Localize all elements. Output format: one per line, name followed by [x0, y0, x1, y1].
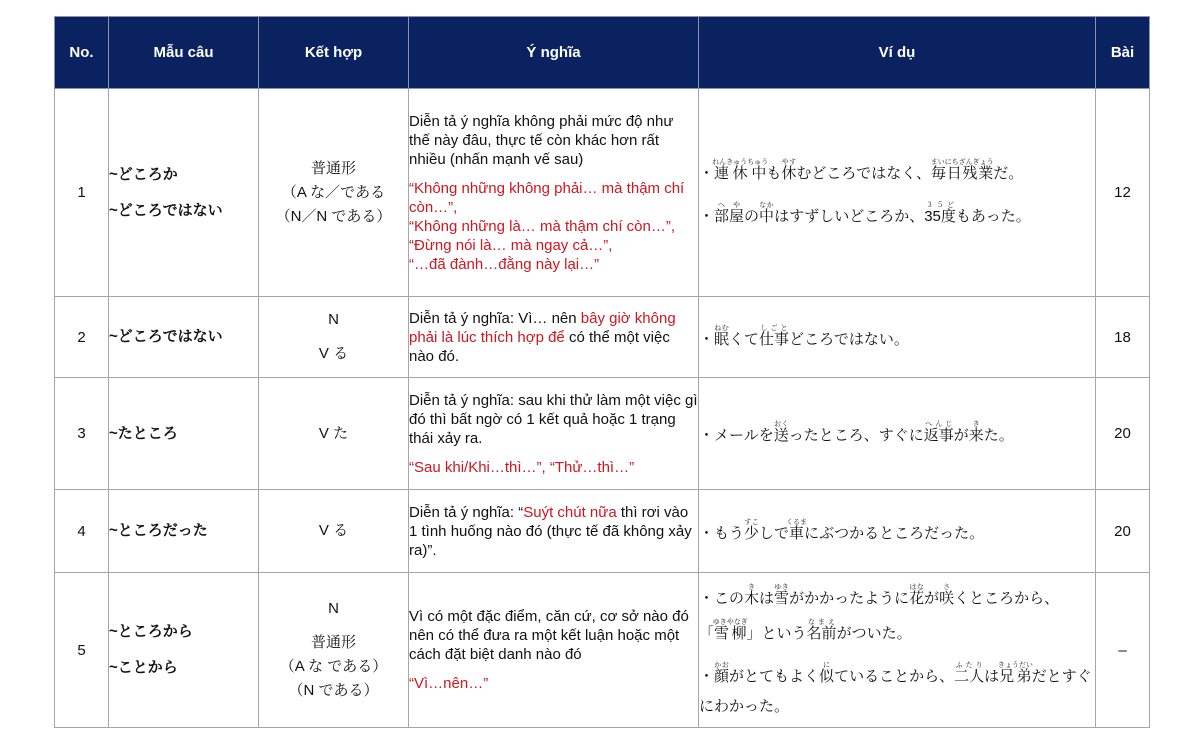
combination-line: V る: [318, 522, 349, 539]
combination-line: （N である）: [288, 682, 379, 699]
combination-cell: [259, 297, 409, 378]
row-number: 3: [55, 378, 109, 490]
meaning-description: Diễn tả ý nghĩa: sau khi thử làm một việc gì đó thì bất ngờ có 1 kết quả hoặc 1 trạng thái xảy ra.: [409, 391, 698, 447]
example-cell: [699, 89, 1096, 297]
example-cell: [699, 378, 1096, 490]
example-cell: [699, 573, 1096, 728]
example-sentence-continued: にわかった。: [699, 697, 790, 715]
row-number: 2: [55, 297, 109, 378]
combination-line: 普通形: [310, 159, 356, 177]
pattern: ~ことから: [109, 659, 178, 676]
pattern: ~どころではない: [109, 328, 223, 345]
header-meaning: Ý nghĩa: [409, 17, 699, 89]
pattern-cell: [109, 297, 259, 378]
meaning-cell: [409, 297, 699, 378]
header-lesson: Bài: [1096, 17, 1150, 89]
table-row: [55, 573, 1150, 728]
row-number: 4: [55, 490, 109, 573]
example-sentence: ・部屋へやの中なかはすずしいどころか、35度３５どもあった。: [699, 201, 1031, 225]
example-sentence: ・メールを送おくったところ、すぐに返事へんじが来きた。: [699, 421, 1014, 444]
row-number: 5: [55, 573, 109, 728]
meaning-description: Vì có một đặc điểm, căn cứ, cơ sở nào đó nên có thể đưa ra một kết luận hoặc một cách đặt biệt danh nào đó: [409, 608, 689, 663]
pattern: ~どころか: [109, 165, 178, 183]
pattern: ~ところから: [109, 623, 193, 640]
meaning-translations: “Vì…nên…”: [409, 675, 489, 692]
lesson-number: 12: [1096, 89, 1150, 297]
combination-cell: [259, 89, 409, 297]
meaning-cell: [409, 89, 699, 297]
table-row: [55, 378, 1150, 490]
combination-line: （A な である）: [279, 658, 388, 675]
example-cell: [699, 490, 1096, 573]
combination-cell: [259, 490, 409, 573]
row-number: 1: [55, 89, 109, 297]
combination-line: V る: [318, 345, 349, 362]
meaning-highlight: bây giờ không phải là lúc thích hợp để: [409, 309, 676, 346]
pattern-cell: [109, 89, 259, 297]
combination-line: （N／N である）: [275, 207, 392, 225]
example-sentence: ・顔かおがとてもよく似にていることから、二人ふたりは兄弟きょうだいだとすぐ: [699, 661, 1092, 685]
meaning-description: Diễn tả ý nghĩa không phải mức độ như thế này đâu, thực tế còn khác hơn rất nhiều (nhấn mạnh vế sau): [409, 112, 674, 168]
example-sentence: ・連休中れんきゅうちゅうも休やすむどころではなく、毎日残業まいにちざんぎょうだ。: [699, 158, 1024, 182]
example-cell: [699, 297, 1096, 378]
meaning-cell: [409, 378, 699, 490]
pattern: ~どころではない: [109, 201, 223, 219]
table-header-row: [55, 17, 1150, 89]
header-combination: Kết hợp: [259, 17, 409, 89]
table-row: [55, 89, 1150, 297]
meaning-description: Diễn tả ý nghĩa: Vì… nên bây giờ không phải là lúc thích hợp để có thể một việc nào đó.: [409, 309, 676, 365]
pattern-cell: [109, 378, 259, 490]
table-row: [55, 297, 1150, 378]
example-sentence: ・もう少すこしで車くるまにぶつかるところだった。: [699, 518, 985, 542]
example-sentence: ・この木きは雪ゆきがかかったように花はなが咲さくところから、: [699, 583, 1060, 607]
header-pattern: Mẫu câu: [109, 17, 259, 89]
combination-line: N: [328, 311, 339, 328]
combination-line: （A な／である: [281, 183, 386, 201]
pattern-cell: [109, 490, 259, 573]
grammar-table: [54, 16, 1150, 728]
example-sentence: ・眠ねむくて仕事しごとどころではない。: [699, 324, 909, 348]
meaning-translations: “Sau khi/Khi…thì…”, “Thử…thì…”: [409, 458, 635, 476]
meaning-cell: [409, 490, 699, 573]
combination-cell: [259, 573, 409, 728]
lesson-number: 20: [1096, 490, 1150, 573]
table-row: [55, 490, 1150, 573]
combination-cell: [259, 378, 409, 490]
pattern: ~たところ: [109, 424, 178, 442]
header-example: Ví dụ: [699, 17, 1096, 89]
lesson-number: 18: [1096, 297, 1150, 378]
combination-line: V た: [318, 424, 349, 442]
lesson-number: 20: [1096, 378, 1150, 490]
meaning-highlight: Suýt chút nữa: [523, 503, 617, 521]
meaning-description: Diễn tả ý nghĩa: “Suýt chút nữa thì rơi vào 1 tình huống nào đó (thực tế đã không xảy ra)”.: [409, 503, 692, 559]
combination-line: 普通形: [310, 634, 356, 651]
lesson-number: –: [1096, 573, 1150, 728]
meaning-translations: “Không những không phải… mà thậm chí còn…”, “Không những là… mà thậm chí còn…”, “Đừng nói là… mà ngay cả…”, “…đã đành…đằng này lại…”: [409, 179, 685, 273]
example-sentence-continued: 「雪柳ゆきやなぎ」という名前なまえがついた。: [699, 618, 912, 642]
pattern: ~ところだった: [109, 522, 208, 539]
header-no: No.: [55, 17, 109, 89]
pattern-cell: [109, 573, 259, 728]
combination-line: N: [328, 600, 339, 617]
meaning-cell: [409, 573, 699, 728]
